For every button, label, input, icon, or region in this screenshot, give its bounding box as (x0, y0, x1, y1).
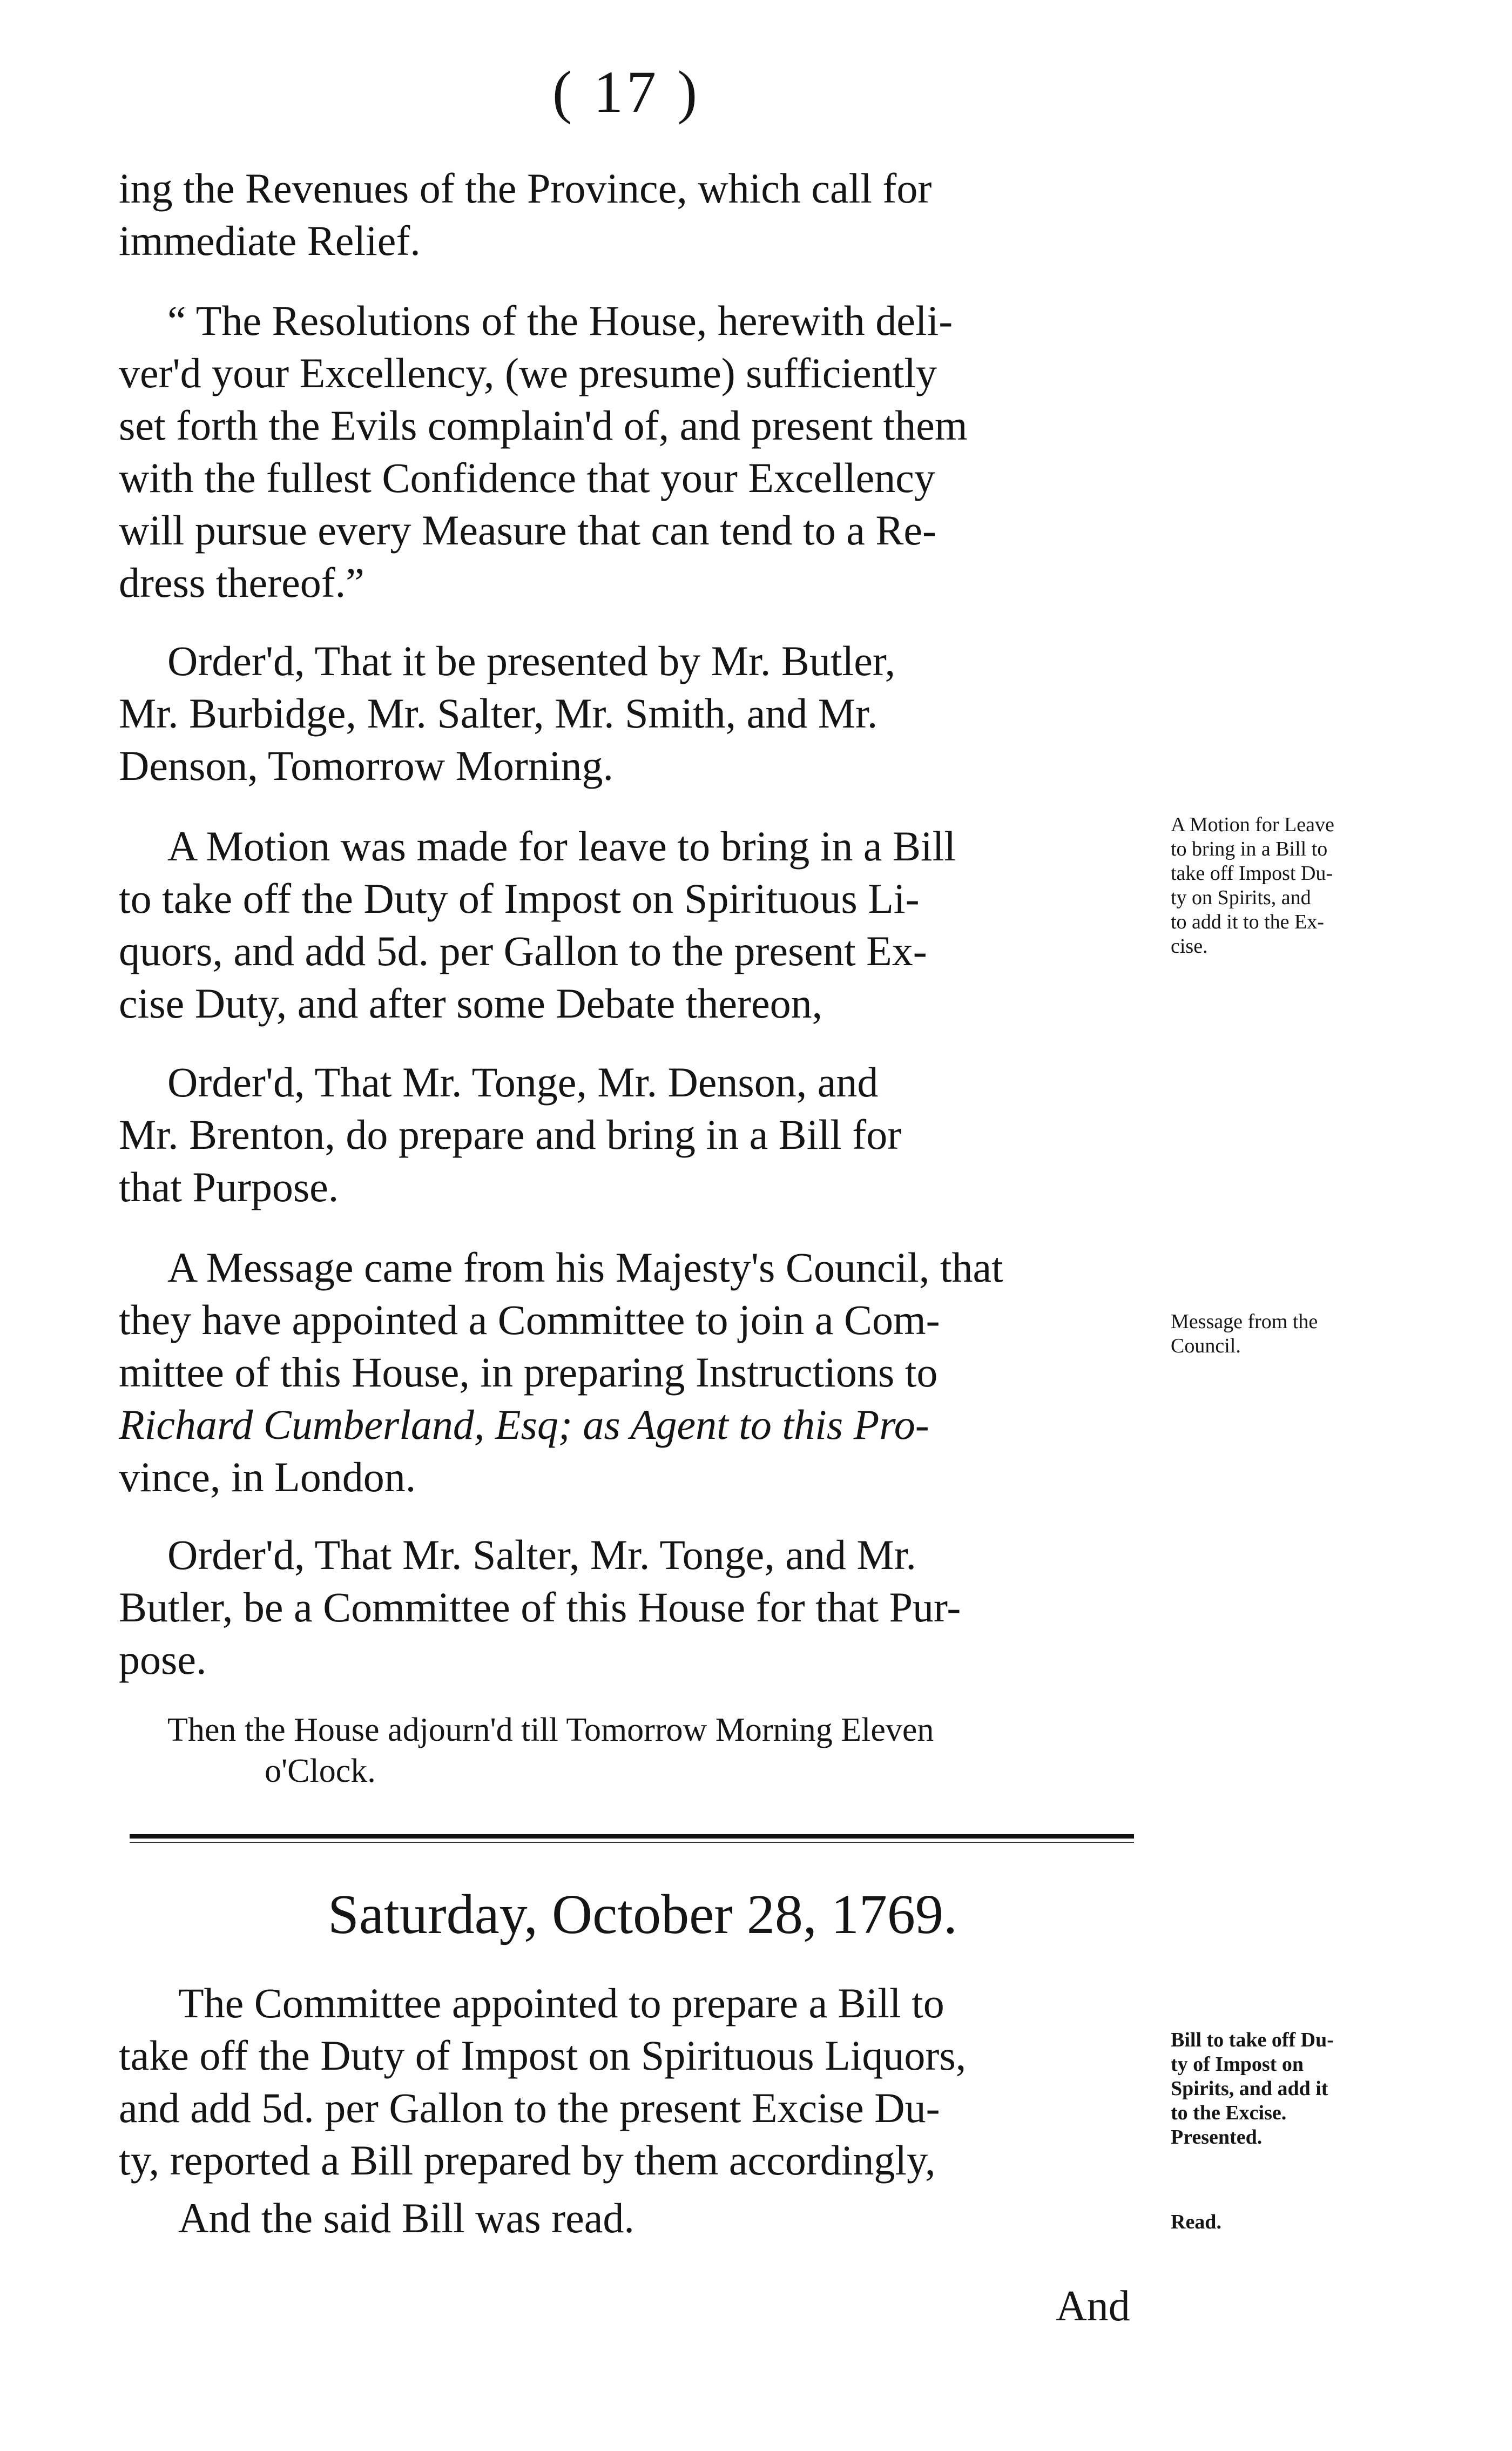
text-line: take off the Duty of Impost on Spirituous Liquors, (119, 2032, 967, 2079)
note-line: Read. (1171, 2211, 1221, 2233)
note-line: Presented. (1171, 2126, 1263, 2149)
paragraph-text (119, 635, 1134, 792)
text-line: vince, in London. (119, 1453, 416, 1500)
text-line: set forth the Evils complain'd of, and present them (119, 402, 968, 449)
text-line: mittee of this House, in preparing Instructions to (119, 1349, 938, 1396)
paragraph-council-message (119, 1241, 1134, 1503)
text-line: Order'd, That it be presented by Mr. Butler, (167, 637, 896, 684)
text-line: cise Duty, and after some Debate thereon, (119, 980, 823, 1027)
adjournment-line: Then the House adjourn'd till Tomorrow Morning Eleven (167, 1712, 934, 1748)
paragraph-text (119, 1056, 1134, 1213)
paragraph-text (119, 1977, 1134, 2186)
text-line: will pursue every Measure that can tend to a Re- (119, 507, 936, 554)
paragraph-committee-report (119, 1977, 1134, 2186)
note-line: A Motion for Leave (1171, 813, 1334, 836)
paragraph-text (119, 294, 1134, 609)
margin-notes (1171, 0, 1425, 2451)
section-divider (130, 1834, 1134, 1844)
text-line: A Message came from his Majesty's Council, that (167, 1244, 1003, 1291)
text-line: ty, reported a Bill prepared by them accordingly, (119, 2137, 936, 2184)
note-line: cise. (1171, 935, 1208, 958)
paragraph-prepare-bill-order (119, 1056, 1134, 1213)
date-heading: Saturday, October 28, 1769. (328, 1883, 957, 1945)
note-line: Message from the (1171, 1310, 1318, 1333)
note-line: Spirits, and add it (1171, 2077, 1328, 2100)
text-line: quors, and add 5d. per Gallon to the present Ex- (119, 927, 927, 974)
paragraph-text (119, 162, 1134, 267)
paragraph-committee-order (119, 1528, 1134, 1686)
text-line: Order'd, That Mr. Tonge, Mr. Denson, and (167, 1059, 879, 1106)
text-line: that Purpose. (119, 1163, 339, 1210)
text-line: Order'd, That Mr. Salter, Mr. Tonge, and Mr. (167, 1531, 916, 1578)
text-line: The Committee appointed to prepare a Bill to (178, 1979, 944, 2026)
paragraph-text (119, 2192, 1134, 2244)
margin-note-bill (1171, 2028, 1425, 2150)
paragraph-presented-order (119, 635, 1134, 792)
note-line: Bill to take off Du- (1171, 2029, 1334, 2051)
page-number: ( 17 ) (552, 59, 701, 125)
catchword: And (1056, 2282, 1130, 2330)
text-line: And the said Bill was read. (178, 2194, 634, 2241)
text-line: Butler, be a Committee of this House for that Pur- (119, 1584, 961, 1631)
note-line: to add it to the Ex- (1171, 911, 1324, 933)
text-line: immediate Relief. (119, 217, 421, 264)
text-line: “ The Resolutions of the House, herewith deli- (167, 297, 953, 344)
paragraph-text (119, 820, 1134, 1029)
paragraph-text (119, 1241, 1134, 1503)
text-line: and add 5d. per Gallon to the present Excise Du- (119, 2084, 940, 2131)
text-line: dress thereof.” (119, 559, 364, 606)
margin-note-read (1171, 2210, 1425, 2234)
paragraph-text (119, 1528, 1134, 1686)
paragraph-motion (119, 820, 1134, 1029)
adjournment-line: o'Clock. (265, 1753, 376, 1789)
note-line: to bring in a Bill to (1171, 838, 1328, 860)
margin-note-message (1171, 1310, 1425, 1358)
text-line: to take off the Duty of Impost on Spirituous Li- (119, 875, 920, 922)
text-line: ing the Revenues of the Province, which call for (119, 165, 932, 212)
text-line: they have appointed a Committee to join a Com- (119, 1296, 940, 1343)
text-line: Mr. Brenton, do prepare and bring in a Bill for (119, 1111, 902, 1158)
paragraph-bill-read (119, 2192, 1134, 2244)
text-line: ver'd your Excellency, (we presume) sufficiently (119, 349, 937, 396)
paragraph-revenues (119, 162, 1134, 267)
text-line: Richard Cumberland, Esq; as Agent to this Pro- (119, 1401, 929, 1448)
text-line: A Motion was made for leave to bring in a Bill (167, 823, 956, 870)
note-line: ty on Spirits, and (1171, 886, 1311, 909)
note-line: ty of Impost on (1171, 2053, 1304, 2076)
text-line: Mr. Burbidge, Mr. Salter, Mr. Smith, and Mr. (119, 690, 878, 737)
text-line: with the fullest Confidence that your Excellency (119, 454, 935, 501)
note-line: to the Excise. (1171, 2102, 1287, 2124)
text-line: Denson, Tomorrow Morning. (119, 742, 614, 789)
note-line: take off Impost Du- (1171, 862, 1333, 885)
paragraph-resolutions (119, 294, 1134, 609)
note-line: Council. (1171, 1335, 1241, 1357)
margin-note-motion (1171, 813, 1425, 959)
text-line: pose. (119, 1636, 207, 1683)
